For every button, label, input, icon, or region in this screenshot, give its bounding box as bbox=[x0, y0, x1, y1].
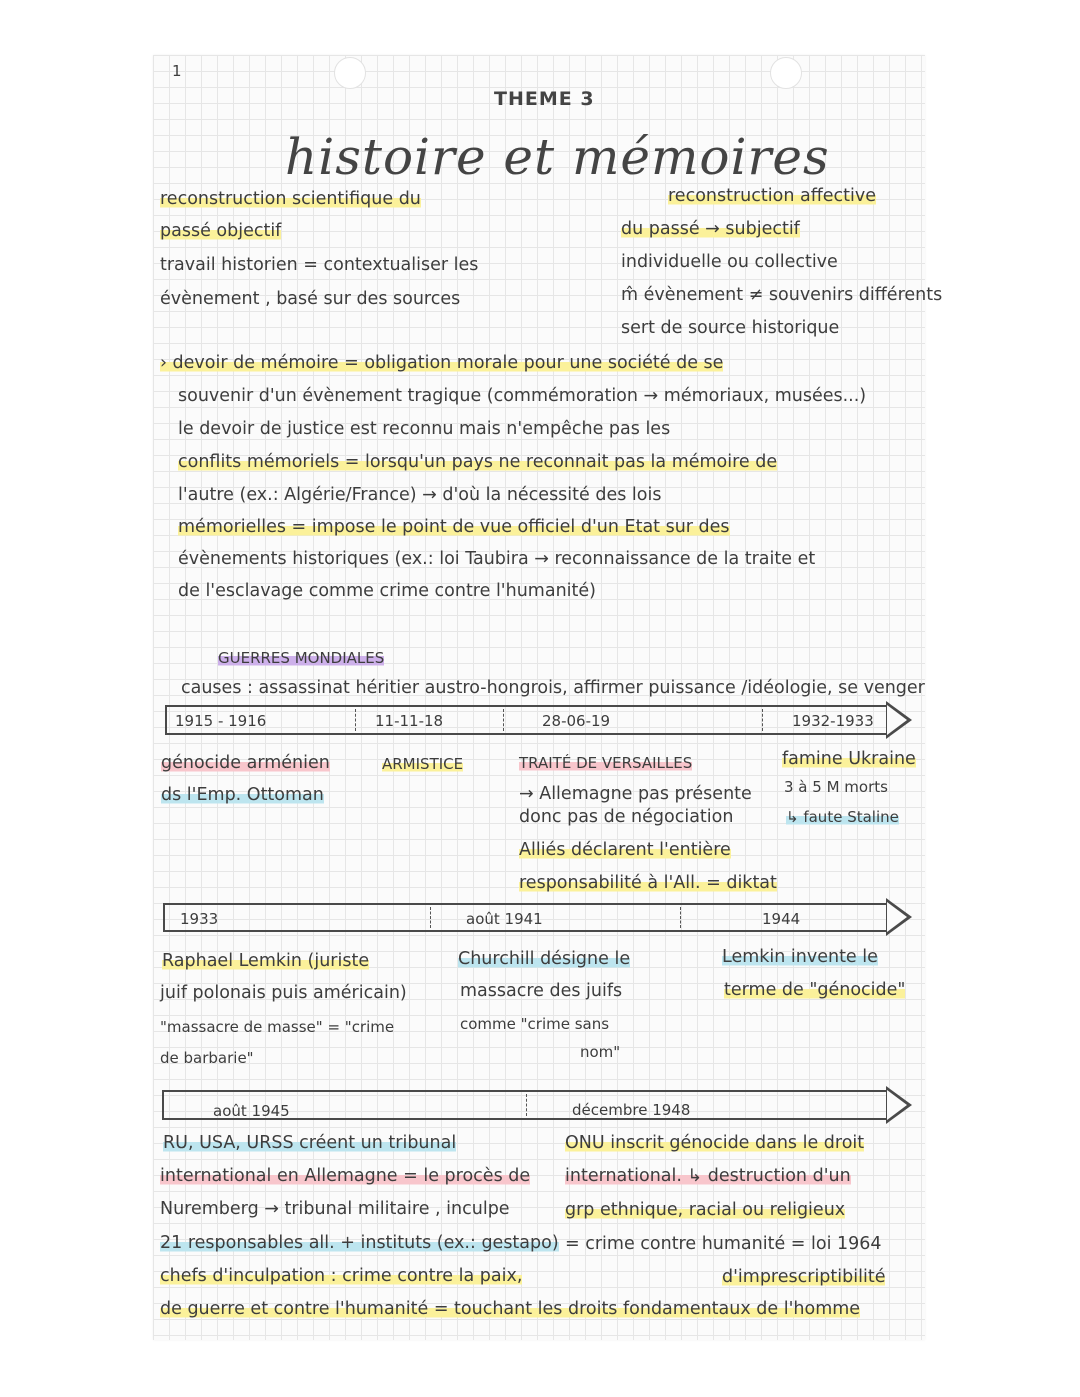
timeline3-event bbox=[160, 1298, 860, 1320]
timeline1-event-text: génocide arménien bbox=[161, 753, 330, 773]
timeline1-event bbox=[782, 748, 916, 770]
histoire-line bbox=[160, 220, 281, 242]
memoire-line: individuelle ou collective bbox=[621, 252, 838, 272]
memoire-line: m̂ évènement ≠ souvenirs différents bbox=[621, 285, 943, 305]
timeline1-date: 1915 - 1916 bbox=[175, 712, 267, 730]
timeline1-event bbox=[519, 839, 731, 861]
timeline-arrowhead-2 bbox=[886, 898, 912, 936]
timeline1-event: → Allemagne pas présente bbox=[519, 784, 752, 804]
timeline3-event bbox=[565, 1132, 864, 1154]
timeline-arrowhead-1 bbox=[886, 701, 912, 739]
timeline1-date: 11-11-18 bbox=[375, 712, 444, 730]
timeline2-event bbox=[162, 950, 369, 972]
timeline3-date: août 1945 bbox=[213, 1102, 290, 1120]
timeline-separator bbox=[430, 907, 431, 928]
memoire-line-text: reconstruction affective bbox=[668, 186, 876, 206]
devoir-line-text: conflits mémoriels = lorsqu'un pays ne reconnait pas la mémoire de bbox=[178, 452, 778, 472]
timeline2-date: 1944 bbox=[762, 910, 801, 928]
timeline2-event bbox=[458, 948, 630, 970]
memoire-line bbox=[668, 185, 876, 207]
timeline3-event-text: grp ethnique, racial ou religieux bbox=[565, 1200, 846, 1220]
timeline3-event bbox=[163, 1132, 456, 1154]
timeline2-date: 1933 bbox=[180, 910, 219, 928]
timeline3-event-text: international en Allemagne = le procès de bbox=[160, 1166, 531, 1186]
timeline1-event-text: Alliés déclarent l'entière bbox=[519, 840, 731, 860]
timeline-separator bbox=[355, 709, 356, 731]
timeline2-event bbox=[722, 946, 878, 968]
timeline-separator bbox=[762, 709, 763, 731]
timeline2-event: "massacre de masse" = "crime bbox=[160, 1018, 395, 1036]
punch-hole-right bbox=[770, 57, 802, 89]
timeline3-date: décembre 1948 bbox=[572, 1101, 691, 1119]
timeline3-event: Nuremberg → tribunal militaire , inculpe bbox=[160, 1199, 510, 1219]
timeline2-event-text: terme de "génocide" bbox=[724, 980, 906, 1000]
devoir-line: souvenir d'un évènement tragique (commémoration → mémoriaux, musées...) bbox=[178, 386, 867, 406]
timeline1-event-text: ↳ faute Staline bbox=[786, 808, 899, 826]
punch-hole-left bbox=[334, 57, 366, 89]
timeline-arrowhead-3 bbox=[886, 1086, 912, 1124]
timeline1-event bbox=[382, 753, 463, 775]
timeline3-event bbox=[160, 1265, 522, 1287]
timeline3-event-text: de guerre et contre l'humanité = touchant les droits fondamentaux de l'homme bbox=[160, 1299, 861, 1319]
timeline1-event: donc pas de négociation bbox=[519, 807, 734, 827]
devoir-line bbox=[160, 352, 723, 374]
histoire-line: travail historien = contextualiser les bbox=[160, 255, 479, 275]
timeline2-date: août 1941 bbox=[466, 910, 543, 928]
timeline2-event-text: Churchill désigne le bbox=[458, 949, 631, 969]
devoir-line: de l'esclavage comme crime contre l'humanité) bbox=[178, 581, 596, 601]
devoir-line: évènements historiques (ex.: loi Taubira → reconnaissance de la traite et bbox=[178, 549, 816, 569]
page-number: 1 bbox=[172, 62, 182, 80]
histoire-line: évènement , basé sur des sources bbox=[160, 289, 461, 309]
timeline-separator bbox=[526, 1094, 527, 1116]
timeline3-event-text: international. ↳ destruction d'un bbox=[565, 1166, 851, 1186]
timeline2-event: juif polonais puis américain) bbox=[160, 983, 407, 1003]
timeline-separator bbox=[503, 709, 504, 731]
timeline3-event-text: 21 responsables all. + instituts (ex.: gestapo) bbox=[160, 1233, 559, 1253]
timeline2-event-text: Raphael Lemkin (juriste bbox=[162, 951, 370, 971]
timeline1-event bbox=[519, 752, 692, 774]
section-heading-text: GUERRES MONDIALES bbox=[218, 649, 385, 667]
timeline2-event bbox=[724, 979, 905, 1001]
timeline1-date: 1932-1933 bbox=[792, 712, 874, 730]
timeline1-event-text: famine Ukraine bbox=[782, 749, 916, 769]
timeline2-event-text: Lemkin invente le bbox=[722, 947, 878, 967]
timeline3-event-text: d'imprescriptibilité bbox=[722, 1267, 886, 1287]
memoire-line-text: du passé → subjectif bbox=[621, 219, 800, 239]
timeline3-event bbox=[565, 1199, 845, 1221]
timeline3-event bbox=[160, 1165, 530, 1187]
section-heading bbox=[218, 647, 384, 669]
devoir-line bbox=[178, 451, 777, 473]
timeline3-event-text: chefs d'inculpation : crime contre la paix, bbox=[160, 1266, 523, 1286]
devoir-line: le devoir de justice est reconnu mais n'empêche pas les bbox=[178, 419, 671, 439]
timeline3-event-text: ONU inscrit génocide dans le droit bbox=[565, 1133, 865, 1153]
theme-label: THEME 3 bbox=[494, 88, 595, 110]
timeline3-event bbox=[160, 1232, 559, 1254]
devoir-line-text: › devoir de mémoire = obligation morale pour une société de se bbox=[160, 353, 724, 373]
timeline3-event-text: RU, USA, URSS créent un tribunal bbox=[163, 1133, 457, 1153]
histoire-line-text: passé objectif bbox=[160, 221, 282, 241]
timeline1-event-text: ARMISTICE bbox=[382, 755, 464, 773]
timeline3-event: = crime contre humanité = loi 1964 bbox=[565, 1234, 882, 1254]
timeline2-event: comme "crime sans bbox=[460, 1015, 610, 1033]
devoir-line: l'autre (ex.: Algérie/France) → d'où la nécessité des lois bbox=[178, 485, 662, 505]
causes-line: causes : assassinat héritier austro-hongrois, affirmer puissance /idéologie, se venger bbox=[181, 678, 925, 698]
timeline2-event: nom" bbox=[580, 1043, 621, 1061]
timeline3-event bbox=[722, 1266, 885, 1288]
timeline1-event-text: responsabilité à l'All. = diktat bbox=[519, 873, 777, 893]
devoir-line-text: mémorielles = impose le point de vue officiel d'un Etat sur des bbox=[178, 517, 730, 537]
timeline1-event-text: ds l'Emp. Ottoman bbox=[161, 785, 324, 805]
page-title: histoire et mémoires bbox=[285, 128, 830, 186]
devoir-line bbox=[178, 516, 730, 538]
timeline-bar-1 bbox=[165, 705, 888, 735]
timeline-separator bbox=[680, 907, 681, 928]
timeline2-event: massacre des juifs bbox=[460, 981, 623, 1001]
timeline3-event bbox=[565, 1165, 851, 1187]
timeline1-date: 28-06-19 bbox=[542, 712, 611, 730]
timeline2-event: de barbarie" bbox=[160, 1049, 254, 1067]
timeline1-event bbox=[519, 872, 777, 894]
memoire-line bbox=[621, 218, 800, 240]
timeline1-event bbox=[161, 752, 330, 774]
memoire-line: sert de source historique bbox=[621, 318, 840, 338]
histoire-line-text: reconstruction scientifique du bbox=[160, 189, 421, 209]
timeline1-event-text: TRAITÉ DE VERSAILLES bbox=[519, 754, 693, 772]
timeline1-event bbox=[786, 806, 899, 828]
timeline1-event bbox=[161, 784, 324, 806]
histoire-line bbox=[160, 188, 421, 210]
timeline1-event: 3 à 5 M morts bbox=[784, 778, 888, 796]
